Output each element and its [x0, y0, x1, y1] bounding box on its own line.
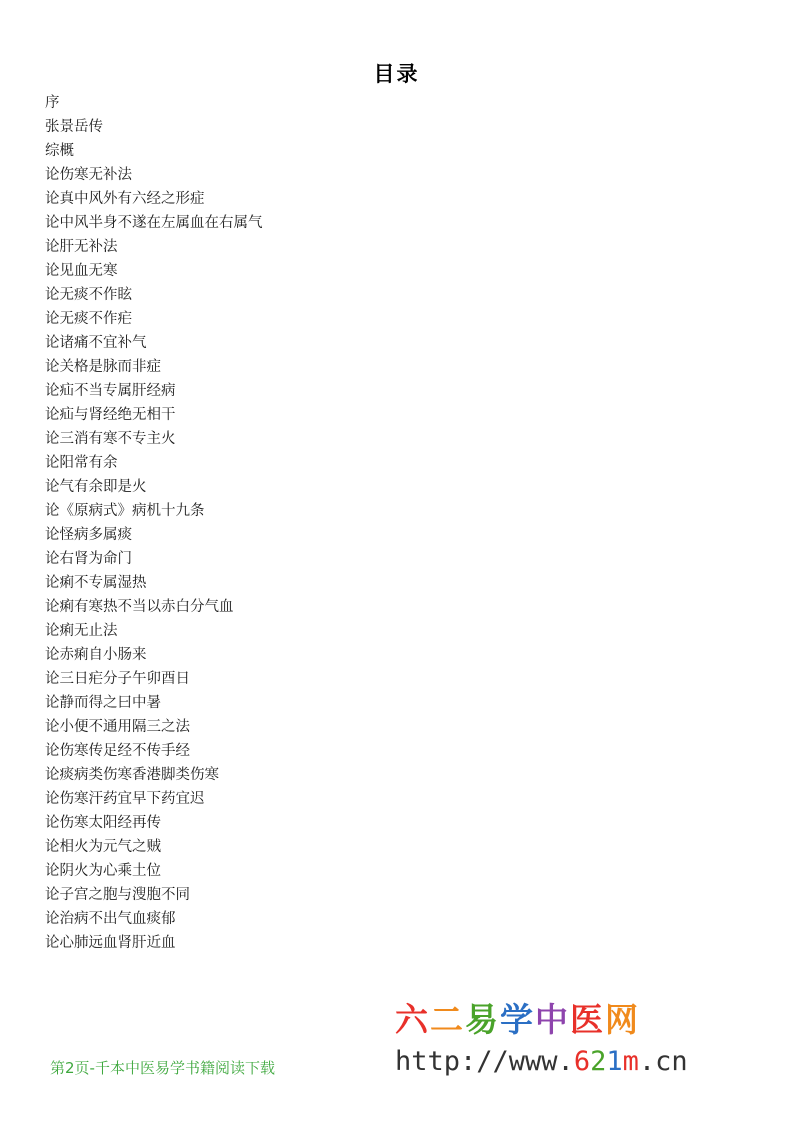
list-item[interactable]: 论《原病式》病机十九条 [45, 503, 205, 519]
list-item[interactable]: 论阴火为心乘土位 [45, 863, 161, 879]
list-item[interactable]: 论三日疟分子午卯酉日 [45, 671, 190, 687]
watermark-url-part: 2 [590, 1046, 607, 1077]
watermark-char: 二 [430, 1000, 465, 1039]
watermark-url-part: 1 [606, 1046, 623, 1077]
list-item[interactable]: 论痰病类伤寒香港脚类伤寒 [45, 767, 219, 783]
list-item[interactable]: 序 [45, 95, 60, 111]
list-item[interactable]: 论静而得之曰中暑 [45, 695, 161, 711]
watermark [395, 1000, 775, 1080]
watermark-char: 网 [605, 1000, 640, 1039]
page-title: 目录 [373, 61, 420, 86]
watermark-url-part: m [622, 1046, 639, 1077]
watermark-char: 学 [500, 1000, 535, 1039]
list-item[interactable]: 论相火为元气之贼 [45, 839, 161, 855]
watermark-char: 医 [570, 1000, 605, 1039]
list-item[interactable]: 论伤寒传足经不传手经 [45, 743, 190, 759]
list-item[interactable]: 论无痰不作眩 [45, 287, 132, 303]
list-item[interactable]: 论痢不专属湿热 [45, 575, 147, 591]
list-item[interactable]: 论气有余即是火 [45, 479, 147, 495]
list-item[interactable]: 论无痰不作疟 [45, 311, 132, 327]
list-item[interactable]: 论肝无补法 [45, 239, 118, 255]
watermark-char: 六 [395, 1000, 430, 1039]
list-item[interactable]: 论痢无止法 [45, 623, 118, 639]
watermark-url [395, 1044, 775, 1080]
watermark-char: 中 [535, 1000, 570, 1039]
list-item[interactable]: 论关格是脉而非症 [45, 359, 161, 375]
list-item[interactable]: 论痢有寒热不当以赤白分气血 [45, 599, 234, 615]
watermark-char: 易 [465, 1000, 500, 1039]
watermark-url-part: http://www. [395, 1046, 574, 1077]
list-item[interactable]: 论子宫之胞与溲胞不同 [45, 887, 190, 903]
list-item[interactable]: 论伤寒太阳经再传 [45, 815, 161, 831]
list-item[interactable]: 论怪病多属痰 [45, 527, 132, 543]
list-item[interactable]: 论小便不通用隔三之法 [45, 719, 190, 735]
list-item[interactable]: 论见血无寒 [45, 263, 118, 279]
list-item[interactable]: 论治病不出气血痰郁 [45, 911, 176, 927]
list-item[interactable]: 论疝与肾经绝无相干 [45, 407, 176, 423]
list-item[interactable]: 论赤痢自小肠来 [45, 647, 147, 663]
list-item[interactable]: 论阳常有余 [45, 455, 118, 471]
watermark-url-part: 6 [573, 1046, 591, 1077]
watermark-url-part: .cn [638, 1046, 688, 1077]
list-item[interactable]: 论诸痛不宜补气 [45, 335, 147, 351]
list-item[interactable]: 综概 [45, 143, 74, 159]
table-of-contents [45, 91, 745, 955]
list-item[interactable]: 张景岳传 [45, 119, 103, 135]
list-item[interactable]: 论右肾为命门 [45, 551, 132, 567]
list-item[interactable]: 论伤寒无补法 [45, 167, 132, 183]
list-item[interactable]: 论心肺远血肾肝近血 [45, 935, 176, 951]
watermark-site-name [395, 1000, 775, 1040]
list-item[interactable]: 论伤寒汗药宜早下药宜迟 [45, 791, 205, 807]
list-item[interactable]: 论真中风外有六经之形症 [45, 191, 205, 207]
list-item[interactable]: 论疝不当专属肝经病 [45, 383, 176, 399]
footer-page-note: 第2页-千本中医易学书籍阅读下载 [50, 1059, 275, 1077]
list-item[interactable]: 论中风半身不遂在左属血在右属气 [45, 215, 263, 231]
list-item[interactable]: 论三消有寒不专主火 [45, 431, 176, 447]
